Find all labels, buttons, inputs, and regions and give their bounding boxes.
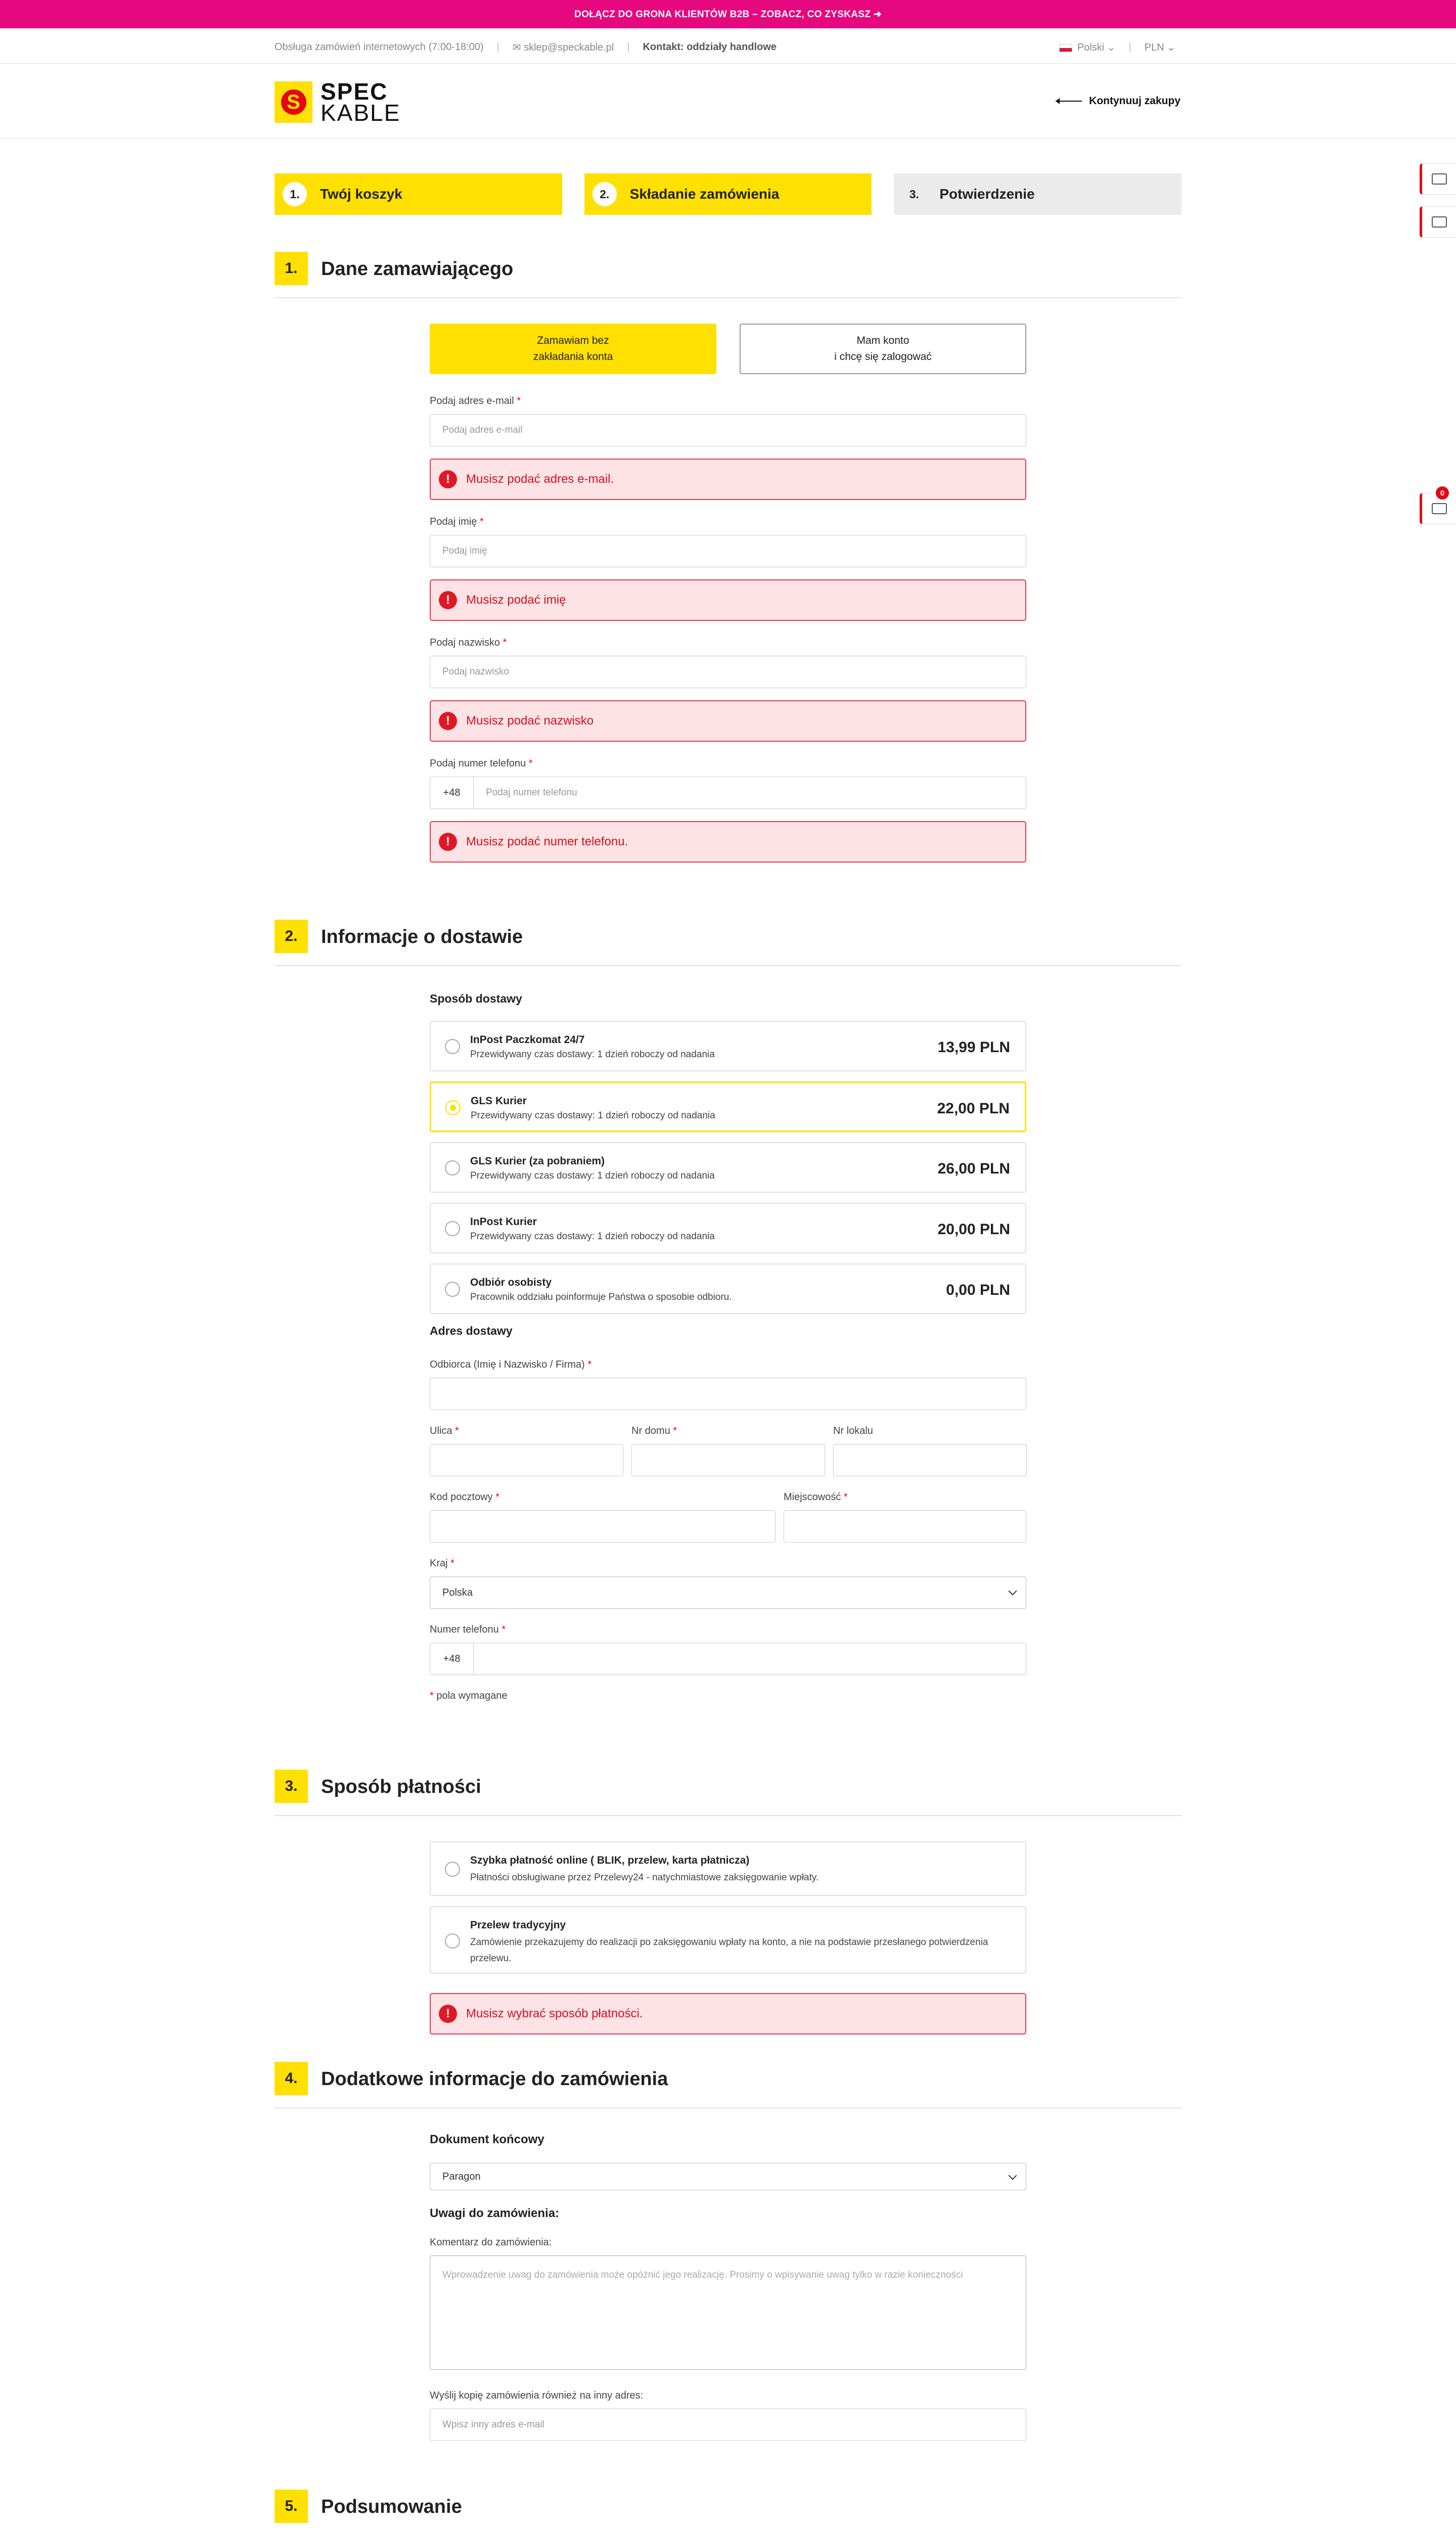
firstname-label: Podaj imię *	[430, 516, 484, 527]
house-label: Nr domu *	[631, 1425, 677, 1436]
section-payment	[275, 1770, 1181, 1816]
error-text: Musisz podać adres e-mail.	[466, 472, 614, 486]
contact-link[interactable]: Kontakt: oddziały handlowe	[643, 41, 777, 53]
option-desc: Przewidywany czas dostawy: 1 dzień roboczy od nadania	[471, 1110, 715, 1121]
option-name: Odbiór osobisty	[470, 1277, 552, 1288]
delivery-option-selected[interactable]	[430, 1081, 1026, 1132]
document-title: Dokument końcowy	[430, 2133, 544, 2146]
firstname-input[interactable]: Podaj imię	[430, 535, 1026, 567]
option-name: InPost Kurier	[470, 1216, 537, 1228]
divider: |	[1128, 41, 1131, 53]
option-price: 0,00 PLN	[946, 1282, 1010, 1298]
option-price: 13,99 PLN	[937, 1039, 1010, 1056]
chevron-down-icon	[1009, 1587, 1017, 1596]
firstname-error	[430, 579, 1026, 621]
document-value: Paragon	[442, 2171, 481, 2182]
delivery-option[interactable]	[430, 1142, 1026, 1193]
divider: |	[496, 41, 499, 53]
section-number: 4.	[275, 2062, 308, 2095]
section-number: 5.	[275, 2490, 308, 2523]
step-confirmation	[894, 173, 1181, 215]
info-bar	[0, 28, 1456, 64]
checkout-steps	[275, 173, 1181, 215]
option-desc: Zamówienie przekazujemy do realizacji po zaksięgowaniu wpłaty na konto, a nie na podstawie przesłanego potwierdzenia przelewu.	[470, 1937, 988, 1964]
phone-prefix[interactable]: +48	[430, 1643, 473, 1675]
chevron-down-icon	[1009, 2172, 1017, 2180]
comment-textarea[interactable]: Wprowadzenie uwag do zamówienia może opóźnić jego realizację. Prosimy o wpisywanie uwag tylko w razie konieczności	[430, 2255, 1026, 2370]
radio-button[interactable]	[445, 1221, 460, 1236]
step-cart[interactable]	[275, 173, 562, 215]
copy-email-input[interactable]: Wpisz inny adres e-mail	[430, 2409, 1026, 2441]
phone-prefix[interactable]: +48	[430, 777, 473, 809]
option-price: 20,00 PLN	[937, 1221, 1010, 1238]
payment-form	[430, 1841, 1026, 2035]
logo-mark: S	[275, 81, 312, 123]
customer-form	[430, 324, 1026, 863]
copy-email-label: Wyślij kopię zamówienia również na inny adres:	[430, 2390, 644, 2401]
section-delivery	[275, 920, 1181, 966]
zip-label: Kod pocztowy *	[430, 1492, 499, 1503]
flat-number-input[interactable]	[833, 1444, 1027, 1476]
country-select[interactable]	[430, 1576, 1026, 1609]
chevron-down-icon: ⌄	[1167, 42, 1175, 53]
section-number: 2.	[275, 920, 308, 953]
recipient-input[interactable]	[430, 1378, 1026, 1410]
payment-option[interactable]	[430, 1841, 1026, 1896]
divider: |	[627, 41, 630, 53]
email-label: Podaj adres e-mail *	[430, 395, 521, 407]
step-number: 3.	[902, 182, 926, 206]
step-label: Twój koszyk	[320, 186, 402, 202]
option-price: 22,00 PLN	[937, 1100, 1010, 1117]
notes-title: Uwagi do zamówienia:	[430, 2206, 560, 2220]
step-number: 2.	[593, 182, 617, 206]
phone-field	[430, 777, 1026, 809]
section-summary	[275, 2490, 1181, 2528]
language-label: Polski	[1077, 42, 1105, 53]
radio-button[interactable]	[445, 1933, 460, 1949]
option-name: Szybka płatność online ( BLIK, przelew, karta płatnicza)	[470, 1855, 750, 1866]
promo-text[interactable]: DOŁĄCZ DO GRONA KLIENTÓW B2B – ZOBACZ, CO ZYSKASZ ➜	[574, 9, 882, 20]
error-icon: !	[439, 2005, 457, 2023]
option-desc: Przewidywany czas dostawy: 1 dzień roboczy od nadania	[470, 1049, 715, 1060]
step-order	[584, 173, 872, 215]
currency-select[interactable]	[1145, 41, 1175, 54]
error-text: Musisz podać numer telefonu.	[466, 835, 628, 848]
site-header	[0, 64, 1456, 139]
side-widget-video[interactable]	[1420, 163, 1456, 195]
lastname-input[interactable]: Podaj nazwisko	[430, 656, 1026, 688]
email-error	[430, 459, 1026, 500]
delivery-methods	[430, 1021, 1026, 1314]
street-label: Ulica *	[430, 1425, 459, 1436]
logo[interactable]	[275, 78, 401, 126]
promo-banner[interactable]	[0, 0, 1456, 28]
arrow-left-icon	[1056, 101, 1082, 102]
delivery-phone-field	[430, 1643, 1026, 1675]
delivery-option[interactable]	[430, 1021, 1026, 1071]
city-label: Miejscowość *	[784, 1492, 848, 1503]
document-select[interactable]	[430, 2163, 1026, 2190]
lastname-label: Podaj nazwisko *	[430, 637, 507, 648]
radio-button[interactable]	[445, 1282, 460, 1297]
option-name: InPost Paczkomat 24/7	[470, 1034, 585, 1046]
payment-option[interactable]	[430, 1906, 1026, 1974]
country-value: Polska	[442, 1587, 473, 1598]
tab-guest[interactable]: Zamawiam bez zakładania konta	[430, 324, 716, 374]
email-link[interactable]	[513, 41, 614, 54]
section-title: Informacje o dostawie	[321, 926, 523, 947]
poland-flag-icon	[1059, 44, 1072, 52]
option-desc: Przewidywany czas dostawy: 1 dzień roboczy od nadania	[470, 1231, 715, 1242]
delivery-option[interactable]	[430, 1263, 1026, 1314]
delivery-option[interactable]	[430, 1203, 1026, 1253]
lastname-error	[430, 700, 1026, 742]
section-title: Sposób płatności	[321, 1776, 481, 1797]
logo-text-top: SPEC	[321, 78, 388, 105]
delivery-form	[430, 992, 1026, 1702]
option-name: GLS Kurier	[471, 1095, 527, 1107]
option-price: 26,00 PLN	[937, 1160, 1010, 1177]
email-text: sklep@speckable.pl	[524, 42, 614, 53]
error-icon: !	[439, 470, 457, 488]
step-number: 1.	[283, 182, 307, 206]
note-icon	[1432, 216, 1447, 228]
section-number: 3.	[275, 1770, 308, 1803]
step-label: Składanie zamówienia	[629, 186, 780, 202]
street-input[interactable]	[430, 1444, 623, 1476]
section-additional-info	[275, 2062, 1181, 2108]
country-label: Kraj *	[430, 1558, 454, 1569]
chevron-down-icon: ⌄	[1107, 42, 1116, 53]
cart-icon	[1432, 503, 1447, 514]
radio-button[interactable]	[445, 1862, 460, 1877]
phone-input[interactable]: Podaj numer telefonu	[473, 777, 1026, 809]
video-icon	[1432, 173, 1447, 185]
mail-icon: ✉	[512, 42, 524, 53]
tab-login[interactable]: Mam konto i chcę się zalogować	[740, 324, 1026, 374]
additional-form	[430, 2133, 1026, 2441]
radio-button[interactable]	[445, 1039, 460, 1054]
option-desc: Przewidywany czas dostawy: 1 dzień roboczy od nadania	[470, 1170, 715, 1181]
section-title: Podsumowanie	[321, 2496, 462, 2517]
payment-error	[430, 1993, 1026, 2035]
option-desc: Pracownik oddziału poinformuje Państwa o sposobie odbioru.	[470, 1292, 732, 1302]
error-text: Musisz podać imię	[466, 593, 566, 607]
phone-label: Podaj numer telefonu *	[430, 758, 533, 769]
option-name: Przelew tradycyjny	[470, 1919, 566, 1931]
delivery-method-title: Sposób dostawy	[430, 992, 522, 1005]
side-widget-note[interactable]	[1420, 206, 1456, 238]
radio-button[interactable]	[445, 1160, 460, 1176]
radio-button[interactable]	[445, 1100, 461, 1115]
section-customer-data	[275, 252, 1181, 298]
error-text: Musisz podać nazwisko	[466, 714, 594, 728]
section-title: Dodatkowe informacje do zamówienia	[321, 2068, 668, 2090]
address-title: Adres dostawy	[430, 1324, 513, 1337]
phone-error	[430, 821, 1026, 863]
error-icon: !	[439, 833, 457, 851]
required-note: * pola wymagane	[430, 1690, 508, 1701]
section-number: 1.	[275, 252, 308, 285]
error-text: Musisz wybrać sposób płatności.	[466, 2007, 643, 2020]
recipient-label: Odbiorca (Imię i Nazwisko / Firma) *	[430, 1359, 592, 1370]
city-input[interactable]	[784, 1510, 1026, 1543]
option-name: GLS Kurier (za pobraniem)	[470, 1155, 605, 1167]
step-label: Potwierdzenie	[939, 186, 1035, 202]
hours-text: Obsługa zamówień internetowych (7:00-18:00)	[275, 41, 484, 53]
error-icon: !	[439, 591, 457, 609]
section-title: Dane zamawiającego	[321, 258, 514, 280]
delivery-phone-input[interactable]	[473, 1643, 1026, 1675]
continue-shopping-link[interactable]	[1056, 95, 1180, 107]
option-desc: Płatności obsługiwane przez Przelewy24 - natychmiastowe zaksięgowanie wpłaty.	[470, 1872, 819, 1883]
delivery-phone-label: Numer telefonu *	[430, 1624, 506, 1635]
logo-text-bottom: KABLE	[321, 100, 401, 126]
continue-label: Kontynuuj zakupy	[1089, 95, 1180, 107]
error-icon: !	[439, 712, 457, 730]
comment-label: Komentarz do zamówienia:	[430, 2237, 552, 2248]
house-number-input[interactable]	[631, 1444, 825, 1476]
zip-input[interactable]	[430, 1510, 776, 1543]
currency-label: PLN	[1144, 42, 1164, 53]
language-select[interactable]	[1059, 41, 1116, 54]
flat-label: Nr lokalu	[833, 1425, 873, 1436]
cart-count-badge: 0	[1436, 486, 1449, 500]
email-input[interactable]: Podaj adres e-mail	[430, 414, 1026, 446]
